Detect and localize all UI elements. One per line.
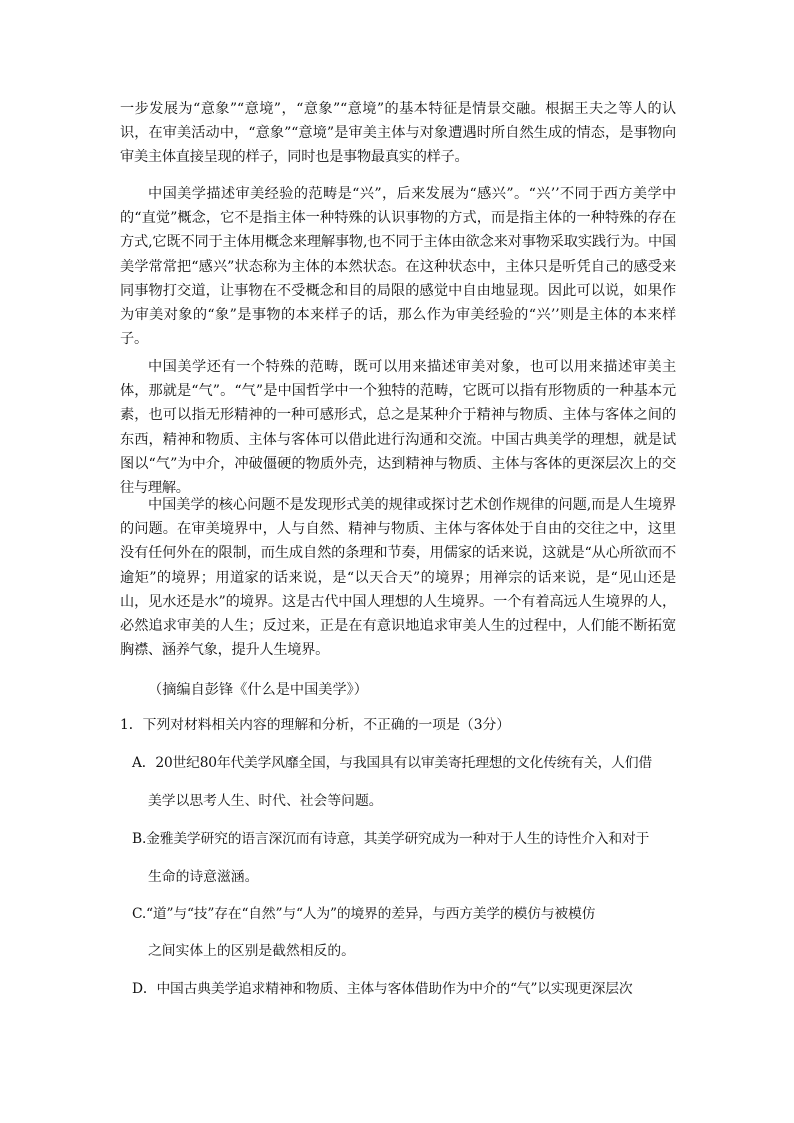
option-b-line-2: 生命的诗意滋涵。 xyxy=(148,869,259,885)
passage-paragraph-4: 中国美学的核心问题不是发现形式美的规律或探讨艺术创作规律的问题,而是人生境界的问题。在审美境界中，人与自然、精神与物质、主体与客体处于自由的交往之中，这里没有任何外在的限制，而生成自然的条理和节奏，用儒家的话来说，这就是“从心所欲而不逾矩”的境界；用道家的话来说，是“以天合天”的境界；用禅宗的话来说，是“见山还是山，见水还是水”的境界。这是古代中国人理想的人生境界。一个有着高远人生境界的人，必然追求审美的人生；反过来，正是在有意识地追求审美人生的过程中，人们能不断拓宽胸襟、涵养气象，提升人生境界。 xyxy=(120,497,676,659)
option-c-line-1: C.“道”与“技”存在“自然”与“人为”的境界的差异，与西方美学的模仿与被模仿 xyxy=(132,906,596,922)
option-d-line-1: D．中国古典美学追求精神和物质、主体与客体借助作为中介的“气”以实现更深层次 xyxy=(132,981,633,997)
passage-source: （摘编自彭锋《什么是中国美学》） xyxy=(148,682,368,698)
passage-paragraph-2: 中国美学描述审美经验的范畴是“兴”，后来发展为“感兴”。“兴’’不同于西方美学中的“直觉”概念，它不是指主体一种特殊的认识事物的方式，而是指主体的一种特殊的存在方式,它既不同于主体用概念来理解事物,也不同于主体由欲念来对事物采取实践行为。中国美学常常把“感兴”状态称为主体的本然状态。在这种状态中，主体只是听凭自己的感受来同事物打交道，让事物在不受概念和目的局限的感觉中自由地显现。因此可以说，如果作为审美对象的“象”是事物的本来样子的话，那么作为审美经验的“兴’’则是主体的本来样子。 xyxy=(120,186,676,348)
option-b-line-1: B.金雅美学研究的语言深沉而有诗意，其美学研究成为一种对于人生的诗性介入和对于 xyxy=(132,831,650,847)
passage-paragraph-3: 中国美学还有一个特殊的范畴，既可以用来描述审美对象，也可以用来描述审美主体，那就是“气”。“气”是中国哲学中一个独特的范畴，它既可以指有形物质的一种基本元素，也可以指无形精神的一种可感形式，总之是某种介于精神与物质、主体与客体之间的东西，精神和物质、主体与客体可以借此进行沟通和交流。中国古典美学的理想，就是试图以“气”为中介，冲破僵硬的物质外壳，达到精神与物质、主体与客体的更深层次上的交往与理解。 xyxy=(120,359,676,497)
option-a-line-1: A．20世纪80年代美学风靡全国，与我国具有以审美寄托理想的文化传统有关，人们借 xyxy=(132,755,652,771)
passage-paragraph-1: 一步发展为“意象”“意境”，“意象”“意境”的基本特征是情景交融。根据王夫之等人的认识，在审美活动中，“意象”“意境”是审美主体与对象遭遇时所自然生成的情态，是事物向审美主体直接呈现的样子，同时也是事物最真实的样子。 xyxy=(120,101,676,166)
option-c-line-2: 之间实体上的区别是截然相反的。 xyxy=(148,943,355,959)
option-a-line-2: 美学以思考人生、时代、社会等问题。 xyxy=(148,793,383,809)
question-1-stem: 1．下列对材料相关内容的理解和分析，不正确的一项是（3分） xyxy=(120,717,511,733)
